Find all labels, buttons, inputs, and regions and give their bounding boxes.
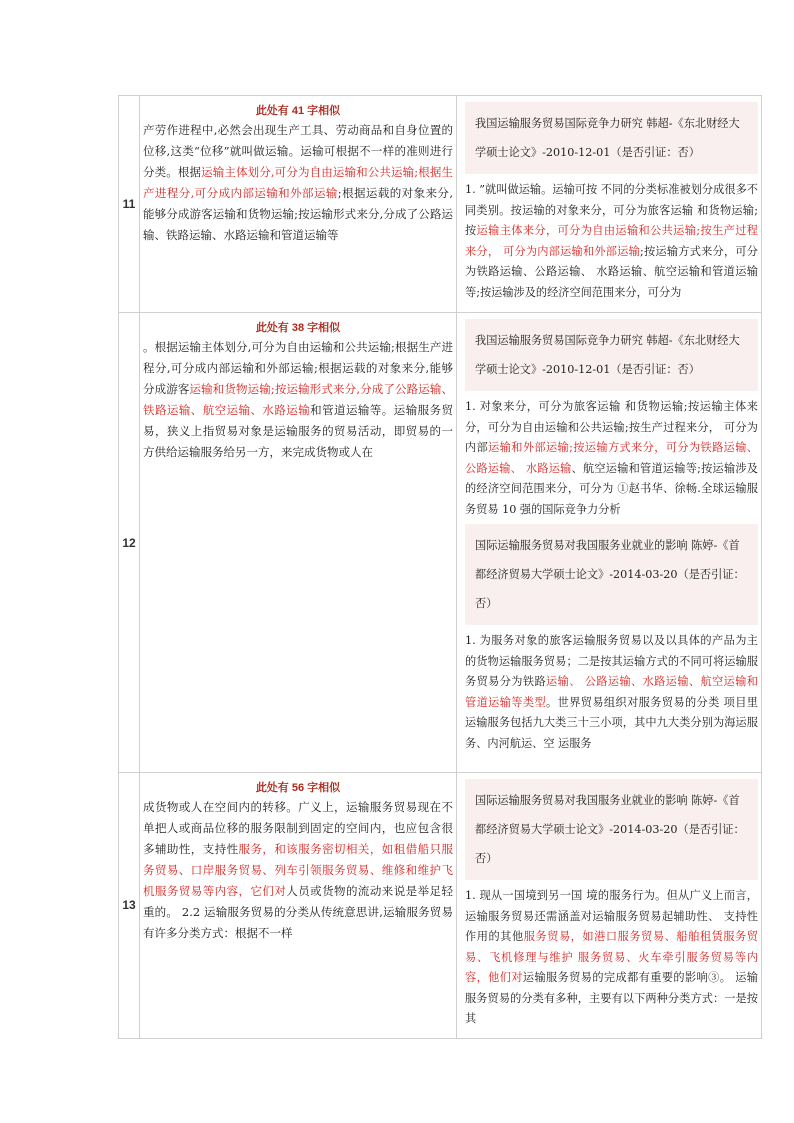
source-fragment-cell xyxy=(140,313,457,773)
table-row xyxy=(119,313,762,773)
reference-source: 我国运输服务贸易国际竞争力研究 韩超-《东北财经大学硕士论文》-2010-12-01（是否引证：否） xyxy=(465,319,758,391)
table-row xyxy=(119,96,762,313)
reference-text: 1. 对象来分，可分为旅客运输 和货物运输;按运输主体来分，可分为自由运输和公共运输;按生产过程来分， 可分为内部运输和外部运输;按运输方式来分，可分为铁路运输、公路运输、 水路运输、航空运输和管道运输等;按运输涉及的经济空间范围来分，可分为 ①赵书华、徐畅.全球运输服务贸易 10 强的国际竞争力分析 xyxy=(465,400,758,516)
reference-cell xyxy=(457,96,762,313)
similarity-count: 此处有 56 字相似 xyxy=(255,782,341,794)
source-fragment-text: 。根据运输主体划分,可分为自由运输和公共运输;根据生产进程分,可分成内部运输和外部运输;根据运载的对象来分,能够分成游客运输和货物运输;按运输形式来分,分成了公路运输、铁路运输、航空运输、水路运输和管道运输等。运输服务贸易，狭义上指贸易对象是运输服务的贸易活动，即贸易的一方供给运输服务给另一方，来完成货物或人在 xyxy=(143,340,454,459)
reference-text: 1. ”就叫做运输。运输可按 不同的分类标准被划分成很多不同类别。按运输的对象来分，可分为旅客运输 和货物运输;按运输主体来分，可分为自由运输和公共运输;按生产过程来分， 可分为内部运输和外部运输;按运输方式来分，可分为铁路运输、公路运输、 水路运输、航空运输和管道运输等;按运输涉及的经济空间范围来分，可分为 xyxy=(465,183,758,299)
reference-cell xyxy=(457,773,762,1039)
reference-source: 国际运输服务贸易对我国服务业就业的影响 陈婷-《首都经济贸易大学硕士论文》-2014-03-20（是否引证：否） xyxy=(465,524,758,625)
source-fragment-text: 产劳作进程中,必然会出现生产工具、劳动商品和自身位置的位移,这类“位移”就叫做运输。运输可根据不一样的准则进行分类。根据运输主体划分,可分为自由运输和公共运输;根据生产进程分,可分成内部运输和外部运输;根据运载的对象来分,能够分成游客运输和货物运输;按运输形式来分,分成了公路运输、铁路运输、水路运输和管道运输等 xyxy=(143,123,454,242)
similarity-report-table xyxy=(118,95,762,1039)
reference-source: 我国运输服务贸易国际竞争力研究 韩超-《东北财经大学硕士论文》-2010-12-01（是否引证：否） xyxy=(465,102,758,174)
similarity-count: 此处有 41 字相似 xyxy=(255,105,341,117)
row-number: 11 xyxy=(119,96,140,313)
source-fragment-cell xyxy=(140,96,457,313)
row-number: 12 xyxy=(119,313,140,773)
row-number: 13 xyxy=(119,773,140,1039)
source-fragment-cell xyxy=(140,773,457,1039)
table-row xyxy=(119,773,762,1039)
source-fragment-text: 成货物或人在空间内的转移。广义上，运输服务贸易现在不单把人或商品位移的服务限制到固定的空间内，也应包含很多辅助性，支持性服务，和该服务密切相关，如租借船只服务贸易、口岸服务贸易、列车引领服务贸易、维修和维护飞机服务贸易等内容，它们对人员或货物的流动来说是举足轻重的。 2.2 运输服务贸易的分类从传统意思讲,运输服务贸易有许多分类方式：根据不一样 xyxy=(143,800,454,940)
reference-text: 1. 为服务对象的旅客运输服务贸易以及以具体的产品为主的货物运输服务贸易；二是按其运输方式的不同可将运输服务贸易分为铁路运输、 公路运输、水路运输、航空运输和管道运输等类型。世界贸易组织对服务贸易的分类 项目里运输服务包括九大类三十三小项，其中九大类分别为海运服务、内河航运、空 运服务 xyxy=(465,634,758,750)
reference-text: 1. 现从一国境到另一国 境的服务行为。但从广义上而言，运输服务贸易还需涵盖对运输服务贸易起辅助性、 支持性作用的其他服务贸易，如港口服务贸易、船舶租赁服务贸易、飞机修理与维护 服务贸易、火车牵引服务贸易等内容，他们对运输服务贸易的完成都有重要的影响③。 运输服务贸易的分类有多种，主要有以下两种分类方式：一是按其 xyxy=(465,889,758,1025)
reference-cell xyxy=(457,313,762,773)
similarity-count: 此处有 38 字相似 xyxy=(255,322,341,334)
reference-source: 国际运输服务贸易对我国服务业就业的影响 陈婷-《首都经济贸易大学硕士论文》-2014-03-20（是否引证：否） xyxy=(465,779,758,880)
